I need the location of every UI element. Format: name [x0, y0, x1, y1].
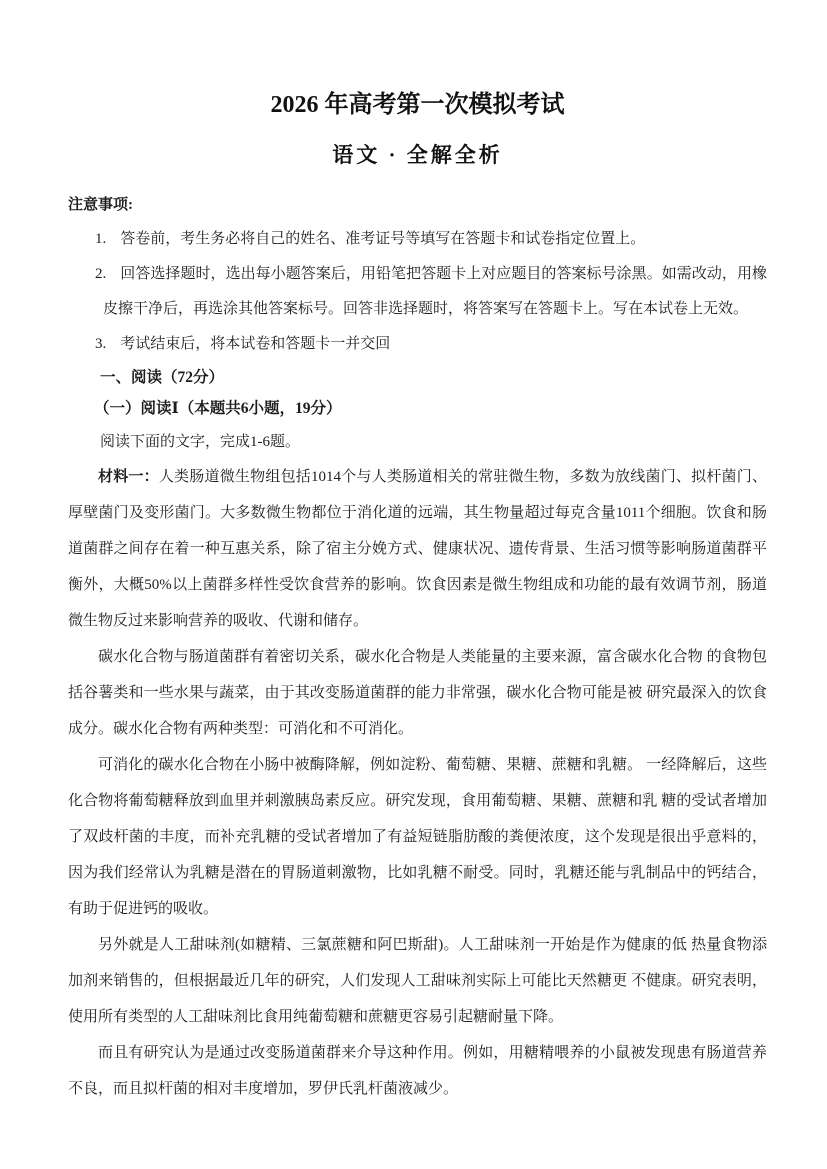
passage-body	[68, 459, 767, 1107]
notice-list	[68, 222, 767, 362]
passage-paragraph-1-text: 人类肠道微生物组包括1014个与人类肠道相关的常驻微生物，多数为放线菌门、拟杆菌门、厚壁菌门及变形菌门。大多数微生物都位于消化道的远端，其生物量超过每克含量1011个细胞。饮食和肠道菌群之间存在着一种互惠关系，除了宿主分娩方式、健康状况、遗传背景、生活习惯等影响肠道菌群平衡外，大概50%以上菌群多样性受饮食营养的影响。饮食因素是微生物组成和功能的最有效调节剂，肠道微生物反过来影响营养的吸收、代谢和储存。	[68, 469, 767, 629]
passage-paragraph-3	[68, 747, 767, 927]
exam-title: 2026 年高考第一次模拟考试	[270, 92, 565, 118]
notice-item-2	[95, 257, 767, 327]
passage-paragraph-5-text: 而且有研究认为是通过改变肠道菌群来介导这种作用。例如，用糖精喂养的小鼠被发现患有肠道营养不良，而且拟杆菌的相对丰度增加，罗伊氏乳杆菌液减少。	[68, 1045, 767, 1097]
notice-item-3	[95, 327, 767, 362]
passage-paragraph-5	[68, 1035, 767, 1107]
section-heading-reading: 一、阅读（72分）	[100, 369, 225, 386]
passage-paragraph-4	[68, 927, 767, 1035]
notice-heading: 注意事项:	[68, 197, 133, 213]
notice-item-1-text: 答卷前，考生务必将自己的姓名、准考证号等填写在答题卡和试卷指定位置上。	[120, 231, 646, 247]
notice-item-3-number: 3.	[95, 336, 107, 352]
notice-item-3-text: 考试结束后，将本试卷和答题卡一并交回	[120, 336, 391, 352]
notice-item-2-text: 回答选择题时，选出每小题答案后，用铅笔把答题卡上对应题目的答案标号涂黑。如需改动，用橡皮擦干净后，再选涂其他答案标号。回答非选择题时，将答案写在答题卡上。写在本试卷上无效。	[103, 266, 767, 317]
material-1-label: 材料一：	[98, 469, 159, 485]
notice-item-2-number: 2.	[95, 266, 107, 282]
passage-instruction: 阅读下面的文字，完成1-6题。	[100, 434, 300, 450]
passage-paragraph-1	[68, 459, 767, 639]
passage-paragraph-4-text: 另外就是人工甜味剂(如糖精、三氯蔗糖和阿巴斯甜)。人工甜味剂一开始是作为健康的低 热量食物添加剂来销售的，但根据最近几年的研究，人们发现人工甜味剂实际上可能比天然糖更 不健康。研究表明，使用所有类型的人工甜味剂比食用纯葡萄糖和蔗糖更容易引起糖耐量下降。	[68, 937, 767, 1025]
passage-paragraph-3-text: 可消化的碳水化合物在小肠中被酶降解，例如淀粉、葡萄糖、果糖、蔗糖和乳糖。 一经降解后，这些化合物将葡萄糖释放到血里并刺激胰岛素反应。研究发现，食用葡萄糖、果糖、蔗糖和乳 糖的受试者增加了双歧杆菌的丰度，而补充乳糖的受试者增加了有益短链脂肪酸的粪便浓度，这个发现是很出乎意料的，因为我们经常认为乳糖是潜在的胃肠道刺激物，比如乳糖不耐受。同时，乳糖还能与乳制品中的钙结合，有助于促进钙的吸收。	[68, 757, 767, 917]
passage-paragraph-2	[68, 639, 767, 747]
exam-subtitle: 语文 · 全解全析	[332, 143, 503, 167]
passage-paragraph-2-text: 碳水化合物与肠道菌群有着密切关系，碳水化合物是人类能量的主要来源，富含碳水化合物 的食物包括谷薯类和一些水果与蔬菜，由于其改变肠道菌群的能力非常强，碳水化合物可能是被 研究最深入的饮食成分。碳水化合物有两种类型：可消化和不可消化。	[68, 649, 767, 737]
subsection-heading-reading-1: （一）阅读Ⅰ（本题共6小题，19分）	[94, 400, 342, 417]
notice-item-1-number: 1.	[95, 231, 107, 247]
notice-item-1	[95, 222, 767, 257]
